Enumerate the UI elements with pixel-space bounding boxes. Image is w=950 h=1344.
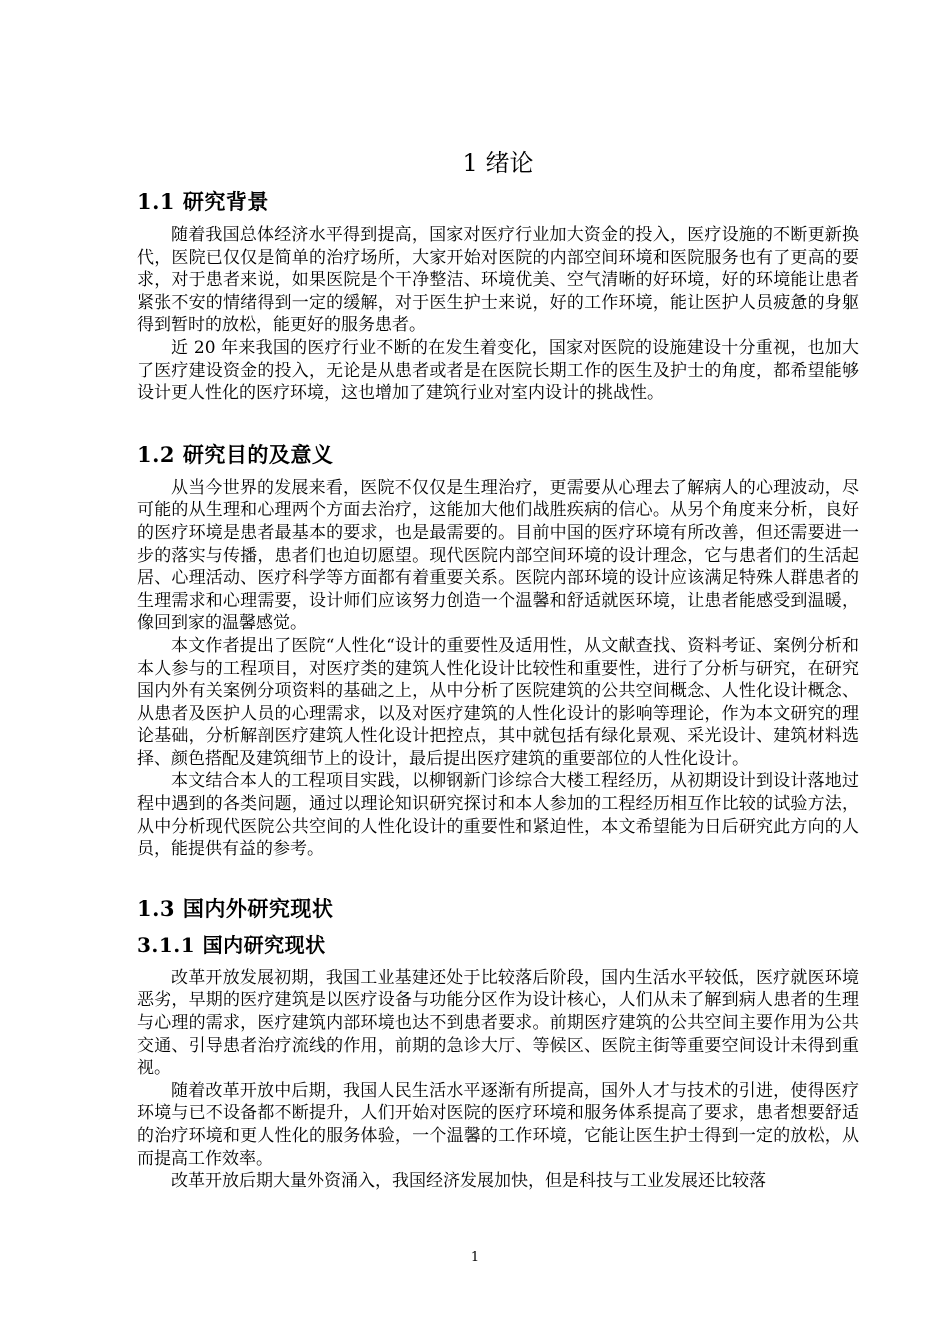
paragraph: 近 20 年来我国的医疗行业不断的在发生着变化，国家对医院的设施建设十分重视，也加大了医疗建设资金的投入，无论是从患者或者是在医院长期工作的医生及护士的角度，都希望能够设计更人性化的医疗环境，这也增加了建筑行业对室内设计的挑战性。 bbox=[137, 337, 859, 404]
paragraph: 随着改革开放中后期，我国人民生活水平逐渐有所提高，国外人才与技术的引进，使得医疗环境与已不设备都不断提升，人们开始对医院的医疗环境和服务体系提高了要求，患者想要舒适的治疗环境和更人性化的服务体验，一个温馨的工作环境，它能让医生护士得到一定的放松，从而提高工作效率。 bbox=[137, 1080, 859, 1169]
section-heading-1-3: 1.3 国内外研究现状 bbox=[137, 895, 334, 921]
paragraph: 从当今世界的发展来看，医院不仅仅是生理治疗，更需要从心理去了解病人的心理波动，尽可能的从生理和心理两个方面去治疗，这能加大他们战胜疾病的信心。从另个角度来分析，良好的医疗环境是患者最基本的要求，也是最需要的。目前中国的医疗环境有所改善，但还需要进一步的落实与传播，患者们也迫切愿望。现代医院内部空间环境的设计理念，它与患者们的生活起居、心理活动、医疗科学等方面都有着重要关系。医院内部环境的设计应该满足特殊人群患者的生理需求和心理需要，设计师们应该努力创造一个温馨和舒适就医环境，让患者能感受到温暖，像回到家的温馨感觉。 bbox=[137, 477, 859, 634]
paragraph: 本文作者提出了医院“人性化“设计的重要性及适用性，从文献查找、资料考证、案例分析和本人参与的工程项目，对医疗类的建筑人性化设计比较性和重要性，进行了分析与研究，在研究国内外有关案例分项资料的基础之上，从中分析了医院建筑的公共空间概念、人性化设计概念、从患者及医护人员的心理需求，以及对医疗建筑的人性化设计的影响等理论，作为本文研究的理论基础，分析解剖医疗建筑人性化设计把控点，其中就包括有绿化景观、采光设计、建筑材料选择、颜色搭配及建筑细节上的设计，最后提出医疗建筑的重要部位的人性化设计。 bbox=[137, 635, 859, 769]
paragraph: 随着我国总体经济水平得到提高，国家对医疗行业加大资金的投入，医疗设施的不断更新换代，医院已仅仅是简单的治疗场所，大家开始对医院的内部空间环境和医院服务也有了更高的要求，对于患者来说，如果医院是个干净整洁、环境优美、空气清晰的好环境，好的环境能让患者紧张不安的情绪得到一定的缓解，对于医生护士来说，好的工作环境，能让医护人员疲惫的身躯得到暂时的放松，能更好的服务患者。 bbox=[137, 225, 859, 336]
paragraph: 改革开放后期大量外资涌入，我国经济发展加快，但是科技与工业发展还比较落 bbox=[171, 1171, 766, 1192]
page-content bbox=[137, 148, 859, 1193]
section-spacer bbox=[137, 861, 859, 895]
paragraph: 本文结合本人的工程项目实践，以柳钢新门诊综合大楼工程经历，从初期设计到设计落地过程中遇到的各类问题，通过以理论知识研究探讨和本人参加的工程经历相互作比较的试验方法，从中分析现代医院公共空间的人性化设计的重要性和紧迫性，本文希望能为日后研究此方向的人员，能提供有益的参考。 bbox=[137, 771, 859, 860]
section-spacer bbox=[137, 405, 859, 441]
chapter-title: 1 绪论 bbox=[462, 149, 534, 177]
section-heading-1-2: 1.2 研究目的及意义 bbox=[137, 441, 334, 467]
subsection-heading-3-1-1: 3.1.1 国内研究现状 bbox=[137, 932, 326, 957]
page-number: 1 bbox=[470, 1250, 480, 1265]
section-heading-1-1: 1.1 研究背景 bbox=[137, 189, 269, 214]
paragraph: 改革开放发展初期，我国工业基建还处于比较落后阶段，国内生活水平较低，医疗就医环境恶劣，早期的医疗建筑是以医疗设备与功能分区作为设计核心，人们从未了解到病人患者的生理与心理的需求，医疗建筑内部环境也达不到患者要求。前期医疗建筑的公共空间主要作用为公共交通、引导患者治疗流线的作用，前期的急诊大厅、等候区、医院主街等重要空间设计未得到重视。 bbox=[137, 967, 859, 1079]
